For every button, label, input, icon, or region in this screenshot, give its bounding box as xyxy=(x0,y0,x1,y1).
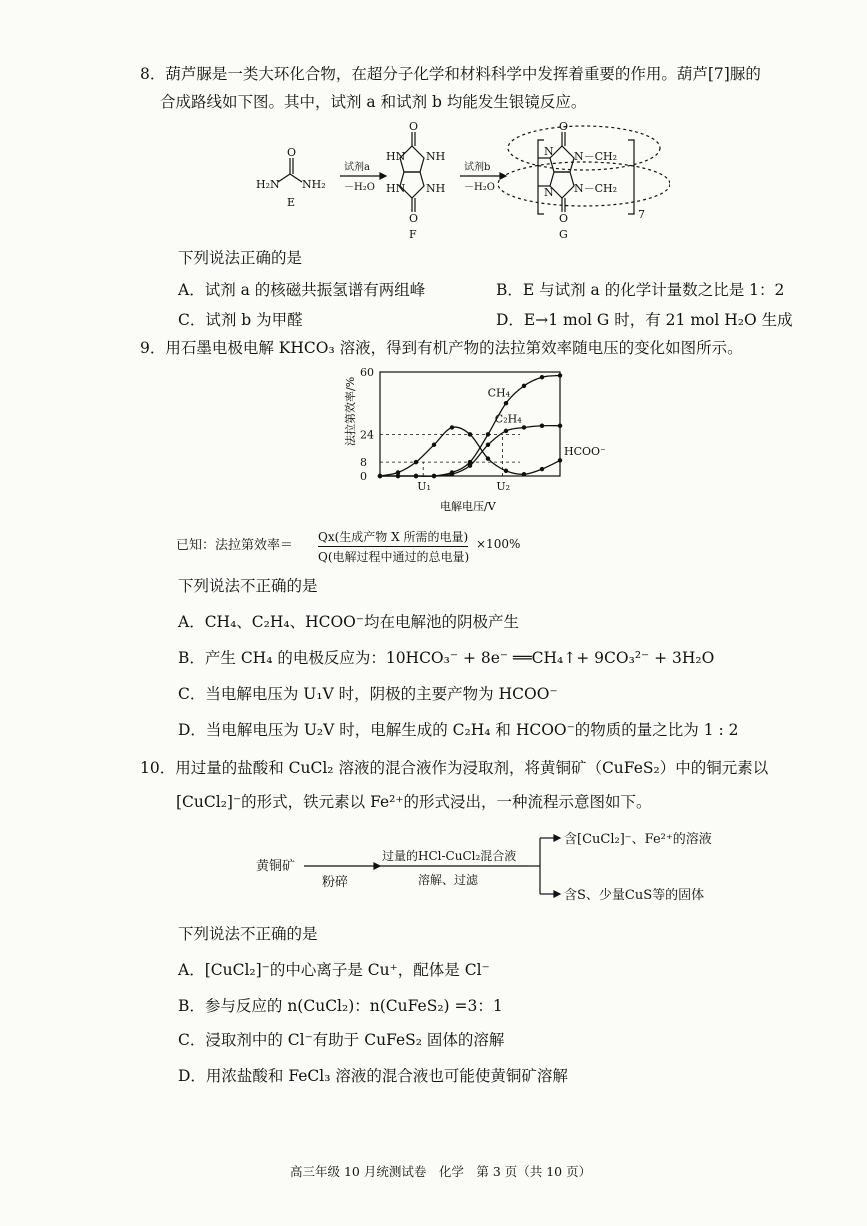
e-carbonyl-o: O xyxy=(287,146,297,159)
q9-option-d: D．当电解电压为 U₂V 时，电解生成的 C₂H₄ 和 HCOO⁻的物质的量之比为 1 : 2 xyxy=(178,721,739,739)
q9-known-prefix: 已知：法拉第效率＝ xyxy=(176,538,294,553)
chart-point-1-4 xyxy=(450,473,453,476)
q8-option-c: C．试剂 b 为甲醛 xyxy=(178,311,303,329)
g-o-bottom: O xyxy=(559,212,569,225)
chart-point-2-6 xyxy=(486,457,489,460)
q9-known-numerator: Qx(生成产物 X 所需的电量) xyxy=(318,528,468,547)
chart-point-2-10 xyxy=(558,459,561,462)
g-n-bottom: N xyxy=(544,186,554,199)
flow-step1: 粉碎 xyxy=(322,875,349,890)
chart-x-axis-label: 电解电压/V xyxy=(440,500,496,513)
chart-point-1-6 xyxy=(486,443,489,446)
chart-point-0-5 xyxy=(468,461,471,464)
chart-y-tick-0: 0 xyxy=(360,470,367,483)
q9-stem: 9．用石墨电极电解 KHCO₃ 溶液，得到有机产物的法拉第效率随电压的变化如图所示。 xyxy=(140,339,743,357)
chart-point-0-8 xyxy=(522,384,525,387)
g-n-top: N xyxy=(544,145,554,158)
g-ch2-top: N－CH₂ xyxy=(574,150,618,163)
f-nh-top: NH xyxy=(426,150,446,163)
chart-point-2-7 xyxy=(504,469,507,472)
chart-point-2-2 xyxy=(414,461,417,464)
f-nh-bottom: NH xyxy=(426,182,446,195)
f-label: F xyxy=(409,228,417,241)
chart-point-0-9 xyxy=(540,376,543,379)
f-o-bottom: O xyxy=(409,212,419,225)
arrow1-bottom: －H₂O xyxy=(344,182,375,193)
f-hn-bottom: HN xyxy=(386,182,406,195)
q8-stem-line1: 8．葫芦脲是一类大环化合物，在超分子化学和材料科学中发挥着重要的作用。葫芦[7]脲的 xyxy=(140,65,761,83)
arrow2-top: 试剂b xyxy=(464,162,491,173)
chart-point-2-4 xyxy=(450,426,453,429)
q10-option-b: B．参与反应的 n(CuCl₂)：n(CuFeS₂) =3：1 xyxy=(178,997,503,1015)
g-o-top: O xyxy=(559,120,569,133)
q8-prompt: 下列说法正确的是 xyxy=(178,249,303,267)
chart-y-tick-3: 60 xyxy=(360,366,374,379)
chart-point-2-0 xyxy=(378,474,381,477)
chart-x-tick-1: U₂ xyxy=(496,480,511,493)
chart-point-2-5 xyxy=(468,433,471,436)
chart-point-2-8 xyxy=(522,473,525,476)
q10-option-c: C．浸取剂中的 Cl⁻有助于 CuFeS₂ 固体的溶解 xyxy=(178,1031,505,1049)
q8-option-d: D．E→1 mol G 时，有 21 mol H₂O 生成 xyxy=(496,311,793,329)
chart-x-tick-0: U₁ xyxy=(417,480,431,493)
chart-series-label-1: C₂H₄ xyxy=(494,412,522,426)
f-hn-top: HN xyxy=(386,150,406,163)
chart-point-1-9 xyxy=(540,424,543,427)
flow-reagent: 过量的HCl-CuCl₂混合液 xyxy=(382,849,517,863)
chart-y-tick-1: 8 xyxy=(360,456,367,470)
flow-step2: 溶解、过滤 xyxy=(418,873,479,887)
flow-out2: 含S、少量CuS等的固体 xyxy=(564,888,705,903)
chart-point-1-3 xyxy=(432,474,435,477)
e-label: E xyxy=(287,196,296,209)
q8-option-b: B．E 与试剂 a 的化学计量数之比是 1：2 xyxy=(496,281,785,299)
chart-point-2-3 xyxy=(432,443,435,446)
chart-y-tick-2: 24 xyxy=(360,428,374,442)
chart-series-label-0: CH₄ xyxy=(487,386,511,400)
q9-option-a: A．CH₄、C₂H₄、HCOO⁻均在电解池的阴极产生 xyxy=(178,613,520,631)
q10-stem-line1: 10．用过量的盐酸和 CuCl₂ 溶液的混合液作为浸取剂，将黄铜矿（CuFeS₂）中的铜元素以 xyxy=(140,759,769,777)
chart-point-1-2 xyxy=(414,474,417,477)
f-o-top: O xyxy=(409,120,419,133)
chart-point-0-6 xyxy=(486,433,489,436)
arrow2-bottom: －H₂O xyxy=(464,182,495,193)
chart-point-1-7 xyxy=(504,429,507,432)
nh2-label: NH₂ xyxy=(302,178,326,191)
chart-point-0-7 xyxy=(504,402,507,405)
q10-prompt: 下列说法不正确的是 xyxy=(178,925,318,943)
q9-faradaic-efficiency-chart xyxy=(330,362,620,514)
chart-point-1-8 xyxy=(522,426,525,429)
q10-option-d: D．用浓盐酸和 FeCl₃ 溶液的混合液也可能使黄铜矿溶解 xyxy=(178,1067,568,1085)
q10-option-a: A．[CuCl₂]⁻的中心离子是 Cu⁺，配体是 Cl⁻ xyxy=(178,961,490,979)
q8-synthesis-scheme xyxy=(250,118,670,244)
q9-option-b: B．产生 CH₄ 的电极反应为：10HCO₃⁻ + 8e⁻ ══CH₄↑+ 9CO₃²⁻ + 3H₂O xyxy=(178,649,715,667)
chart-point-1-5 xyxy=(468,464,471,467)
g-ch2-bottom: N－CH₂ xyxy=(574,182,618,195)
h2n-label: H₂N xyxy=(256,178,280,191)
q8-stem-line2: 合成路线如下图。其中，试剂 a 和试剂 b 均能发生银镜反应。 xyxy=(160,93,587,111)
chart-point-2-9 xyxy=(540,467,543,470)
q10-flow-diagram xyxy=(250,818,770,914)
chart-series-label-2: HCOO⁻ xyxy=(564,445,606,459)
q9-known-denominator: Q(电解过程中通过的总电量) xyxy=(318,550,470,564)
g-label: G xyxy=(559,228,568,241)
chart-y-axis-label: 法拉第效率/% xyxy=(344,376,357,446)
chart-point-2-1 xyxy=(396,471,399,474)
arrow1-top: 试剂a xyxy=(344,162,370,173)
q10-stem-line2: [CuCl₂]⁻的形式，铁元素以 Fe²⁺的形式浸出，一种流程示意图如下。 xyxy=(176,793,652,811)
g-subscript-7: 7 xyxy=(638,208,645,221)
flow-out1: 含[CuCl₂]⁻、Fe²⁺的溶液 xyxy=(564,832,712,847)
q8-option-a: A．试剂 a 的核磁共振氢谱有两组峰 xyxy=(178,281,426,299)
flow-start: 黄铜矿 xyxy=(256,859,296,874)
chart-point-1-1 xyxy=(396,474,399,477)
page-footer: 高三年级 10 月统测试卷 化学 第 3 页（共 10 页） xyxy=(290,1164,592,1179)
q9-prompt: 下列说法不正确的是 xyxy=(178,577,318,595)
q9-known-suffix: ×100% xyxy=(476,537,521,551)
q9-option-c: C．当电解电压为 U₁V 时，阴极的主要产物为 HCOO⁻ xyxy=(178,685,558,703)
chart-point-1-10 xyxy=(558,424,561,427)
chart-point-0-10 xyxy=(558,374,561,377)
